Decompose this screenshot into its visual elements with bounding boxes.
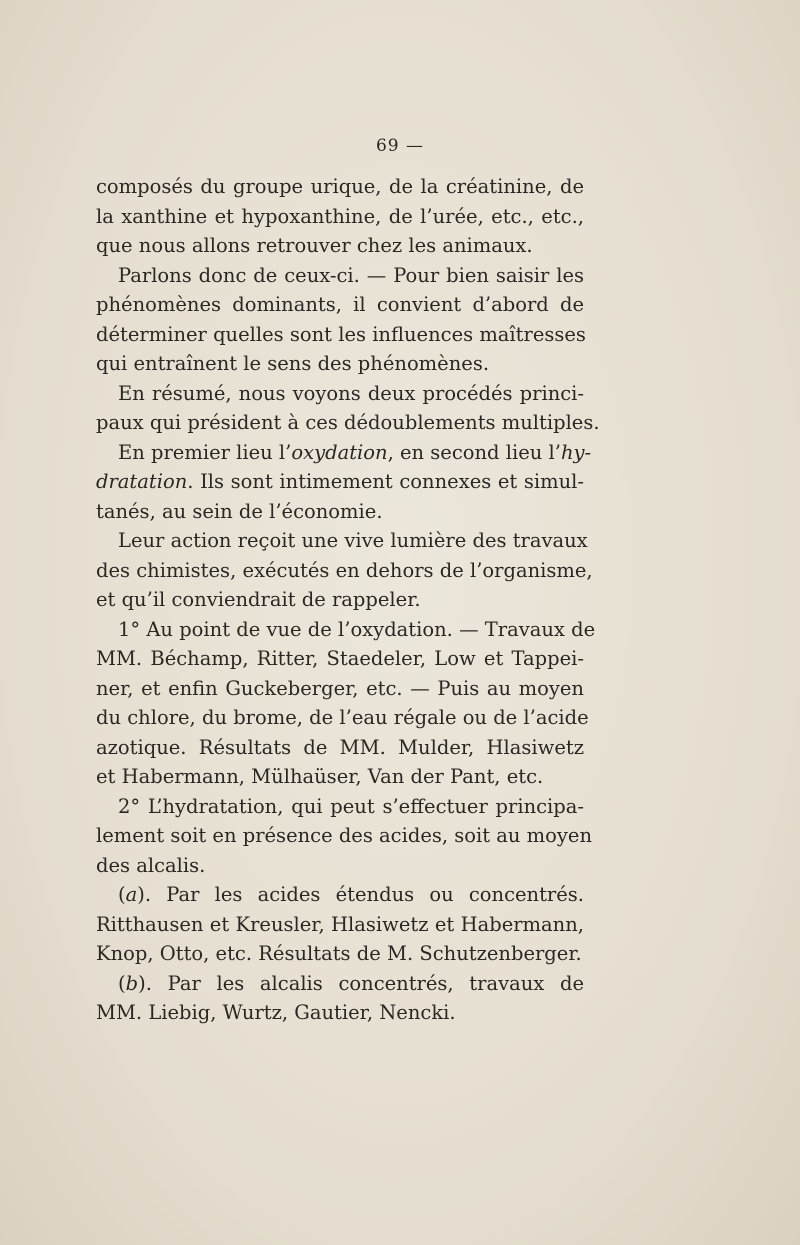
text-line: En résumé, nous voyons deux procédés princi-	[118, 381, 584, 405]
text-line: et Habermann, Mülhaüser, Van der Pant, etc.	[96, 765, 544, 788]
text-line: tanés, au sein de l’économie.	[96, 499, 383, 523]
text-line: déterminer quelles sont les influences maîtresses	[96, 322, 586, 346]
text-fragment: . Ils sont intimement connexes et simul-	[187, 470, 584, 493]
text-line: Ritthausen et Kreusler, Hlasiwetz et Habermann,	[96, 912, 584, 936]
page-number: 69 —	[375, 136, 425, 156]
text-line: Leur action reçoit une vive lumière des travaux	[118, 529, 588, 552]
text-fragment: ). Par les alcalis concentrés, travaux de	[138, 971, 584, 995]
text-line	[96, 438, 592, 468]
text-line: MM. Béchamp, Ritter, Staedeler, Low et Tappei-	[96, 647, 584, 670]
text-fragment: En premier lieu l’	[118, 440, 292, 464]
text-line: composés du groupe urique, de la créatinine, de	[96, 175, 584, 198]
text-line: qui entraînent le sens des phénomènes.	[96, 352, 490, 375]
text-line: la xanthine et hypoxanthine, de l’urée, etc., etc.,	[96, 204, 584, 228]
text-fragment: (	[118, 883, 126, 906]
body-text	[96, 172, 600, 1028]
text-fragment: (	[118, 971, 126, 995]
italic-term: b	[125, 971, 139, 995]
italic-term: hy-	[560, 440, 592, 464]
text-line: ner, et enfin Guckeberger, etc. — Puis au moyen	[96, 676, 584, 700]
text-line: MM. Liebig, Wurtz, Gautier, Nencki.	[96, 1001, 456, 1024]
text-line: paux qui président à ces dédoublements multiples.	[96, 411, 600, 434]
italic-term: a	[125, 883, 138, 906]
italic-term: oxydation	[291, 440, 388, 464]
text-line	[96, 969, 584, 999]
text-line: 2° L’hydratation, qui peut s’effectuer principa-	[118, 794, 584, 818]
text-line: Parlons donc de ceux-ci. — Pour bien saisir les	[118, 263, 584, 287]
text-line: phénomènes dominants, il convient d’abord de	[96, 293, 584, 316]
italic-term: dratation	[96, 470, 188, 493]
text-line: du chlore, du brome, de l’eau régale ou de l’acide	[96, 706, 589, 729]
text-fragment: ). Par les acides étendus ou concentrés.	[137, 883, 584, 906]
text-line: azotique. Résultats de MM. Mulder, Hlasiwetz	[96, 735, 584, 759]
text-line	[96, 880, 584, 910]
text-fragment: , en second lieu l’	[387, 440, 561, 464]
text-line: Knop, Otto, etc. Résultats de M. Schutzenberger.	[96, 942, 582, 965]
text-line: des chimistes, exécutés en dehors de l’organisme,	[96, 558, 593, 582]
text-line	[96, 467, 584, 497]
text-line: lement soit en présence des acides, soit au moyen	[96, 824, 593, 847]
text-line: que nous allons retrouver chez les animaux.	[96, 234, 533, 257]
text-line: et qu’il conviendrait de rappeler.	[96, 588, 421, 611]
text-line: 1° Au point de vue de l’oxydation. — Travaux de	[118, 617, 596, 641]
text-line: des alcalis.	[96, 853, 206, 877]
